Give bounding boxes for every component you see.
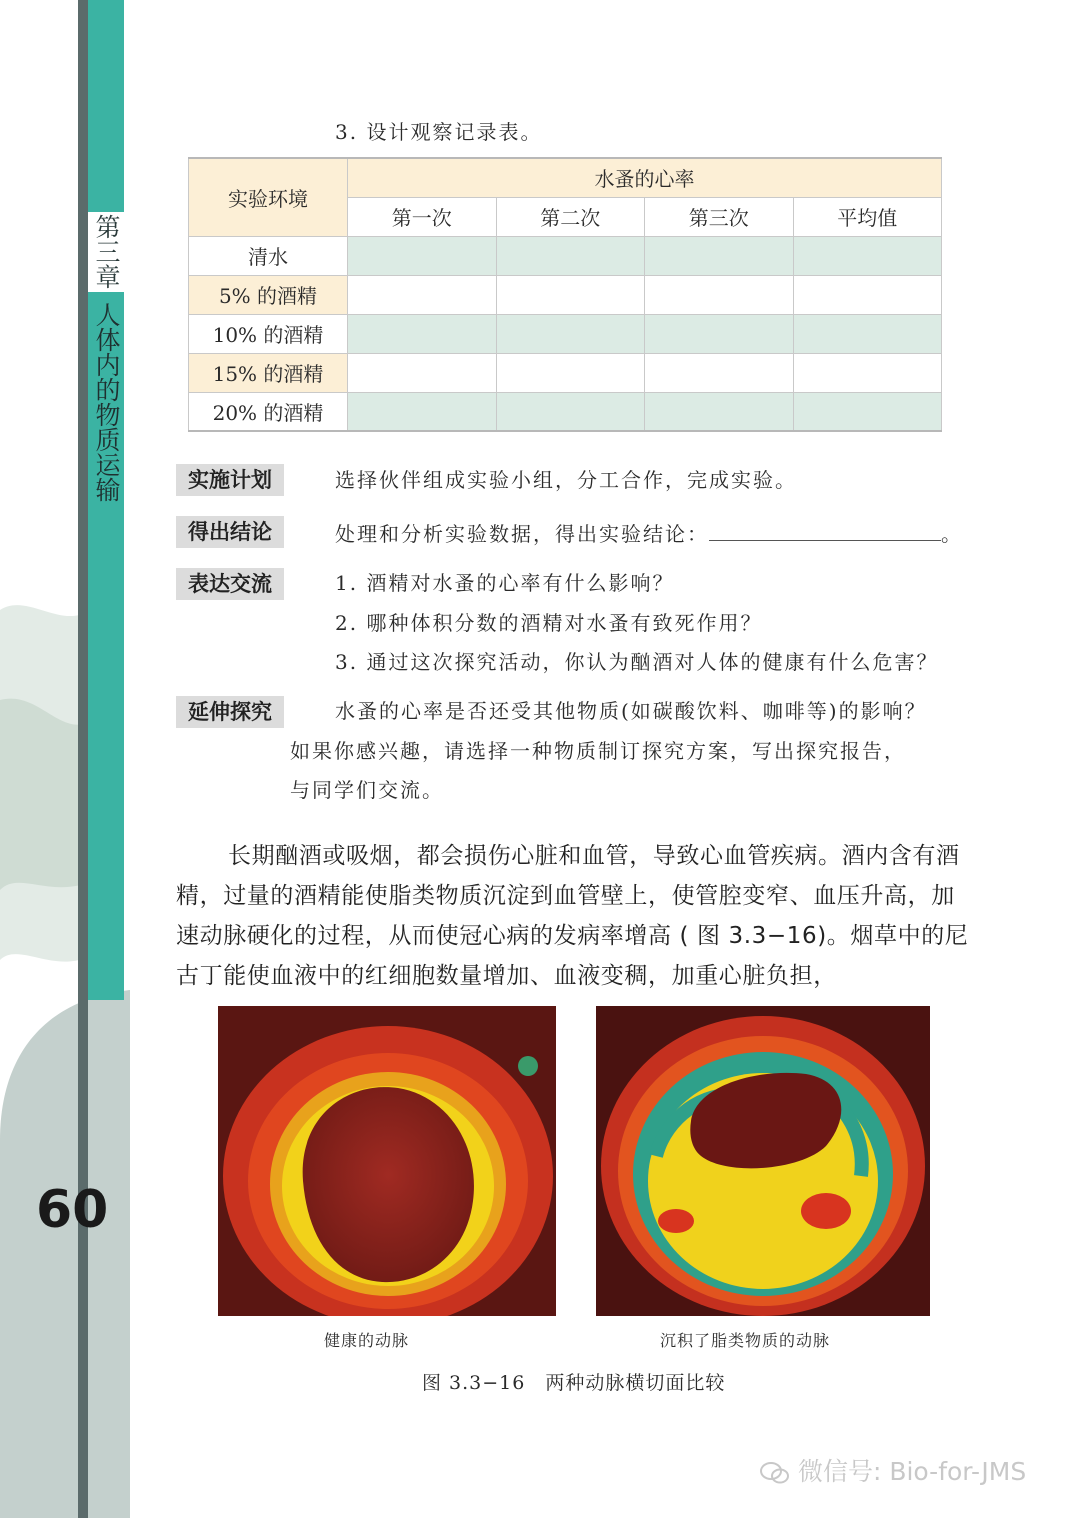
table-cell: [645, 275, 794, 314]
table-cell: [348, 353, 497, 392]
table-cell: [645, 236, 794, 275]
table-cell: [348, 236, 497, 275]
table-row: [189, 314, 942, 353]
express-item-1: 1. 酒精对水蚤的心率有什么影响？: [335, 571, 675, 595]
label-plan: 实施计划: [176, 464, 284, 496]
body-paragraph: 长期酗酒或吸烟，都会损伤心脏和血管，导致心血管疾病。酒内含有酒精，过量的酒精能使脂类物质沉淀到血管壁上，使管腔变窄、血压升高，加速动脉硬化的过程，从而使冠心病的发病率增高 ( 图 3.3−16)。烟草中的尼古丁能使血液中的红细胞数量增加、血液变稠，加重心脏负担，: [176, 843, 969, 989]
plan-text: 选择伙伴组成实验小组，分工合作，完成实验。: [335, 468, 797, 492]
table-cell: [793, 392, 942, 431]
table-row: [189, 236, 942, 275]
wechat-icon: [760, 1461, 790, 1485]
label-extend: 延伸探究: [176, 696, 284, 728]
extend-line-1: 水蚤的心率是否还受其他物质(如碳酸饮料、咖啡等)的影响？: [335, 699, 927, 723]
margin-edge-bar: [78, 0, 88, 1518]
table-cell: [793, 275, 942, 314]
table-cell: [496, 314, 645, 353]
watermark-text: 微信号: Bio-for-JMS: [797, 1457, 1027, 1486]
header-heart-rate: 水蚤的心率: [348, 158, 942, 197]
express-item-3: 3. 通过这次探究活动，你认为酗酒对人体的健康有什么危害？: [335, 650, 939, 674]
table-row: [189, 353, 942, 392]
conclusion-line: [335, 518, 963, 547]
table-row: [189, 392, 942, 431]
table-cell: [793, 353, 942, 392]
table-cell: [496, 236, 645, 275]
chapter-marker: [96, 190, 118, 212]
observation-table: [188, 157, 942, 432]
table-cell: [496, 353, 645, 392]
table-cell: [496, 392, 645, 431]
conclusion-blank: [709, 522, 941, 541]
table-cell: [645, 392, 794, 431]
row-label: 清水: [189, 236, 348, 275]
figure-title: 图 3.3−16 两种动脉横切面比较: [422, 1372, 726, 1394]
table-cell: [793, 236, 942, 275]
conclusion-text: 处理和分析实验数据，得出实验结论：: [335, 522, 709, 546]
table-cell: [645, 353, 794, 392]
header-trial-1: 第一次: [348, 197, 497, 236]
row-label: 5% 的酒精: [189, 275, 348, 314]
diseased-artery-image: [596, 1006, 930, 1316]
conclusion-end: 。: [941, 522, 963, 546]
header-environment: 实验环境: [189, 158, 348, 236]
express-item-2: 2. 哪种体积分数的酒精对水蚤有致死作用？: [335, 611, 763, 635]
extend-line-3: 与同学们交流。: [290, 778, 444, 802]
table-row: [189, 275, 942, 314]
label-conclusion: 得出结论: [176, 516, 284, 548]
header-average: 平均值: [793, 197, 942, 236]
header-trial-3: 第三次: [645, 197, 794, 236]
chapter-title: 人体内的物质运输: [92, 302, 121, 502]
table-cell: [793, 314, 942, 353]
caption-diseased-artery: 沉积了脂类物质的动脉: [660, 1331, 831, 1350]
table-cell: [348, 392, 497, 431]
extend-line-2: 如果你感兴趣，请选择一种物质制订探究方案，写出探究报告，: [290, 739, 906, 763]
row-label: 15% 的酒精: [189, 353, 348, 392]
table-cell: [645, 314, 794, 353]
row-label: 20% 的酒精: [189, 392, 348, 431]
table-cell: [348, 314, 497, 353]
table-cell: [348, 275, 497, 314]
row-label: 10% 的酒精: [189, 314, 348, 353]
page-number: 60: [36, 1180, 109, 1240]
header-trial-2: 第二次: [496, 197, 645, 236]
caption-healthy-artery: 健康的动脉: [324, 1331, 410, 1350]
healthy-artery-image: [218, 1006, 556, 1316]
step-heading: 3. 设计观察记录表。: [335, 120, 543, 144]
label-express: 表达交流: [176, 568, 284, 600]
table-cell: [496, 275, 645, 314]
watermark: [760, 1452, 1026, 1488]
chapter-label: 第三章: [92, 214, 121, 289]
